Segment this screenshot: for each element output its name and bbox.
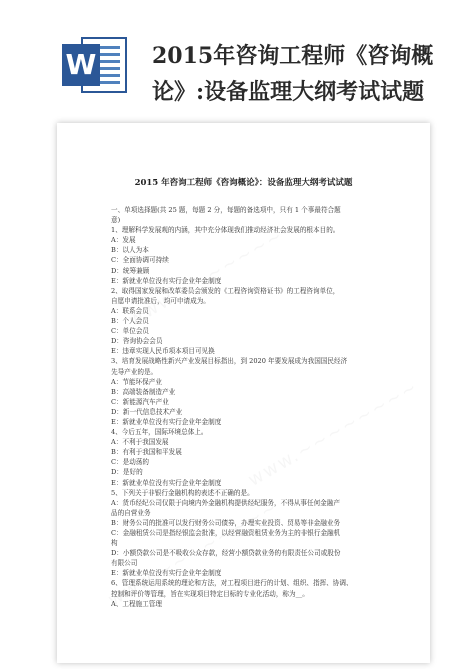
option-line: B：个人会员 <box>111 317 149 326</box>
page-title: 2015年咨询工程师《咨询概论》:设备监理大纲考试试题 <box>152 43 434 105</box>
word-document-icon <box>60 36 130 94</box>
option-line: B：以人为本 <box>111 246 149 255</box>
option-line: E：新就业单位没有实行企业年金制度 <box>111 478 222 487</box>
document-page <box>57 123 430 663</box>
option-line: E：违章实现人民币项本项目可见换 <box>111 347 215 356</box>
text-line: 5、下列关于非银行金融机构的表述不正确的是。 <box>111 488 254 497</box>
option-line: C：全面协调可持续 <box>111 256 169 265</box>
option-line: A：发展 <box>111 236 136 245</box>
text-line: 1、理解科学发展观的内涵，其中充分体现我们推动经济社会发展的根本目的。 <box>111 226 340 235</box>
option-line: 有限公司 <box>111 559 138 568</box>
option-line: A、工程施工管理 <box>111 599 162 608</box>
svg-text:W: W <box>65 48 97 81</box>
text-line: 先导产业的是。 <box>111 367 158 376</box>
option-line: A：货币经纪公司仅限于向境内外金融机构提供经纪服务，不得从事任何金融产 <box>111 498 340 507</box>
option-line: 品的自营业务 <box>111 508 151 517</box>
option-line: B：高端装备制造产业 <box>111 387 176 396</box>
option-line: D：咨询协会会员 <box>111 337 163 346</box>
text-line: 控制和评价等管理，旨在实现项目特定目标的专业化活动，称为__。 <box>111 589 309 598</box>
text-line: 意) <box>111 216 121 225</box>
option-line: E：新就业单位没有实行企业年金制度 <box>111 417 222 426</box>
option-line: B：财务公司的批准可以发行财务公司债券，办理实业投资、贸易等非金融业务 <box>111 518 341 527</box>
option-line: A：不利于我国发展 <box>111 438 169 447</box>
document-title: 2015 年咨询工程师《咨询概论》：设备监理大纲考试试题 <box>134 178 353 188</box>
header <box>0 0 474 120</box>
option-line: 构 <box>111 539 118 548</box>
option-line: D：小额贷款公司是不吸收公众存款，经营小额贷款业务的有限责任公司或股份 <box>111 549 341 558</box>
text-line: 3、培育发展战略性新兴产业发展目标指出，到 2020 年要发展成为我国国民经济 <box>111 357 348 366</box>
text-line: 4、今后五年，国际环境总体上。 <box>111 428 208 437</box>
text-line: 2、取得国家发展和改革委员会颁发的《工程咨询资格证书》的工程咨询单位， <box>111 286 340 295</box>
option-line: E：新就业单位没有实行企业年金制度 <box>111 569 222 578</box>
option-line: A：联系会员 <box>111 306 149 315</box>
option-line: C：单位会员 <box>111 327 150 336</box>
option-line: B：有利于我国和平发展 <box>111 448 182 457</box>
option-line: C：是动荡的 <box>111 458 150 467</box>
text-line: 6、管理系统运用系统的理论和方法，对工程项目进行的计划、组织、指挥、协调、 <box>111 579 353 588</box>
option-line: D：统筹兼顾 <box>111 266 150 275</box>
option-line: D：新一代信息技术产业 <box>111 407 183 416</box>
option-line: C：金融租赁公司是指经银监会批准，以经营融资租赁业务为主的非银行金融机 <box>111 529 341 537</box>
text-line: 一、单项选择题(共 25 题，每题 2 分，每题的备选项中，只有 1 个事最符合题 <box>111 206 341 214</box>
option-line: A：节能环保产业 <box>111 377 162 386</box>
option-line: D：是好的 <box>111 468 143 477</box>
document-body <box>111 205 369 609</box>
text-line: 自愿申请批准后，均可申请成为。 <box>111 296 210 305</box>
option-line: C：新能源汽车产业 <box>111 397 169 406</box>
option-line: E：新就业单位没有实行企业年金制度 <box>111 276 222 285</box>
